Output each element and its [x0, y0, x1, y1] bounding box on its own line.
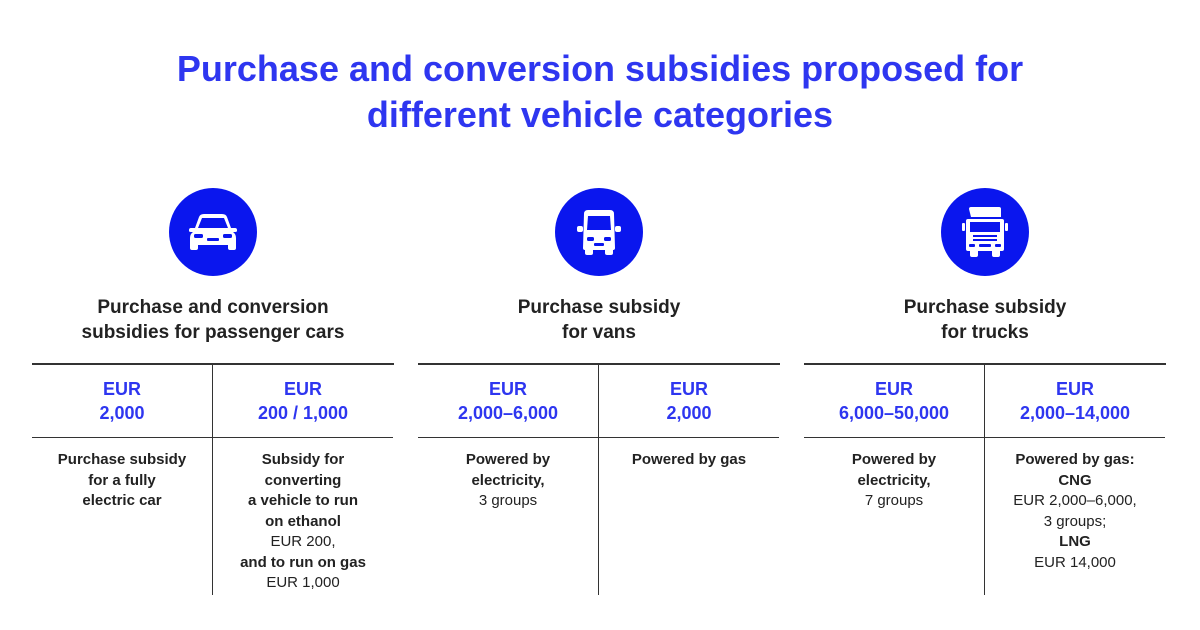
subsidy-description — [985, 438, 1165, 573]
subsidy-description-line: converting — [264, 471, 342, 489]
subsidy-description-line: Powered by — [851, 451, 937, 468]
subsidy-amount-line: 2,000–6,000 — [457, 403, 559, 423]
subsidy-amount-line: 2,000–14,000 — [1019, 403, 1131, 423]
subsidy-amount-line: EUR — [874, 379, 913, 399]
subsidy-description-line: 7 groups — [864, 492, 924, 509]
subsidy-amount — [418, 365, 598, 437]
subsidy-description — [213, 438, 393, 594]
subsidy-table — [32, 365, 394, 595]
subsidy-description-line: 3 groups; — [1043, 512, 1107, 530]
title-line: different vehicle categories — [366, 94, 834, 135]
subsidy-description-line: for a fully — [88, 471, 156, 489]
subsidy-amount — [599, 365, 779, 437]
category-title-line: subsidies for passenger cars — [81, 322, 345, 343]
category-title-line: Purchase subsidy — [517, 297, 681, 318]
subsidy-description-line: 3 groups — [478, 492, 538, 509]
van-icon — [555, 188, 643, 276]
page-title — [0, 46, 1200, 138]
subsidy-amount-line: 2,000 — [666, 403, 712, 423]
subsidy-description-line: EUR 14,000 — [1034, 553, 1116, 571]
subsidy-description-line: EUR 200, — [270, 533, 336, 550]
subsidy-table — [804, 365, 1166, 595]
subsidy-cell — [984, 365, 1165, 595]
subsidy-description-line: Subsidy for — [261, 451, 345, 468]
subsidy-cell — [418, 365, 598, 595]
subsidy-amount — [213, 365, 393, 437]
category-title-line: for trucks — [941, 322, 1029, 343]
subsidy-description-line: and to run on gas — [240, 553, 366, 571]
subsidy-description-line: LNG — [1059, 533, 1091, 550]
title-line: Purchase and conversion subsidies proposed for — [176, 48, 1024, 89]
subsidy-cell — [32, 365, 212, 595]
subsidy-description — [32, 438, 212, 512]
category-title-line: for vans — [562, 322, 636, 343]
subsidy-amount-line: 2,000 — [99, 403, 145, 423]
subsidy-description-line: Powered by — [465, 451, 551, 468]
subsidy-description-line: on ethanol — [265, 512, 341, 530]
subsidy-cell — [212, 365, 393, 595]
subsidy-amount — [985, 365, 1165, 437]
subsidy-description — [599, 438, 779, 471]
subsidy-amount — [32, 365, 212, 437]
subsidy-amount-line: EUR — [488, 379, 527, 399]
subsidy-amount-line: EUR — [102, 379, 141, 399]
category-title-line: Purchase subsidy — [903, 297, 1067, 318]
subsidy-amount-line: EUR — [283, 379, 322, 399]
subsidy-description — [418, 438, 598, 512]
subsidy-description-line: Purchase subsidy — [57, 451, 187, 468]
subsidy-cell — [598, 365, 779, 595]
car-icon — [169, 188, 257, 276]
subsidy-amount-line: EUR — [1055, 379, 1094, 399]
subsidy-description-line: Powered by gas: — [1015, 451, 1135, 468]
category-vans — [418, 188, 780, 595]
category-trucks — [804, 188, 1166, 595]
category-title — [418, 295, 780, 349]
subsidy-description-line: EUR 2,000–6,000, — [1013, 492, 1137, 509]
category-passenger-cars — [32, 188, 394, 595]
subsidy-description-line: a vehicle to run — [247, 492, 359, 509]
subsidy-amount-line: EUR — [669, 379, 708, 399]
category-title — [804, 295, 1166, 349]
truck-icon — [941, 188, 1029, 276]
subsidy-amount-line: 200 / 1,000 — [257, 403, 349, 423]
subsidy-description — [804, 438, 984, 512]
subsidy-amount-line: 6,000–50,000 — [838, 403, 950, 423]
subsidy-description-line: EUR 1,000 — [266, 574, 340, 591]
category-title-line: Purchase and conversion — [97, 297, 329, 318]
subsidy-description-line: electric car — [82, 492, 162, 509]
subsidy-table — [418, 365, 780, 595]
subsidy-description-line: electricity, — [471, 471, 545, 489]
subsidy-cell — [804, 365, 984, 595]
subsidy-description-line: CNG — [1058, 471, 1092, 489]
subsidy-description-line: electricity, — [857, 471, 931, 489]
subsidy-amount — [804, 365, 984, 437]
subsidy-description-line: Powered by gas — [631, 451, 747, 468]
category-title — [32, 295, 394, 349]
